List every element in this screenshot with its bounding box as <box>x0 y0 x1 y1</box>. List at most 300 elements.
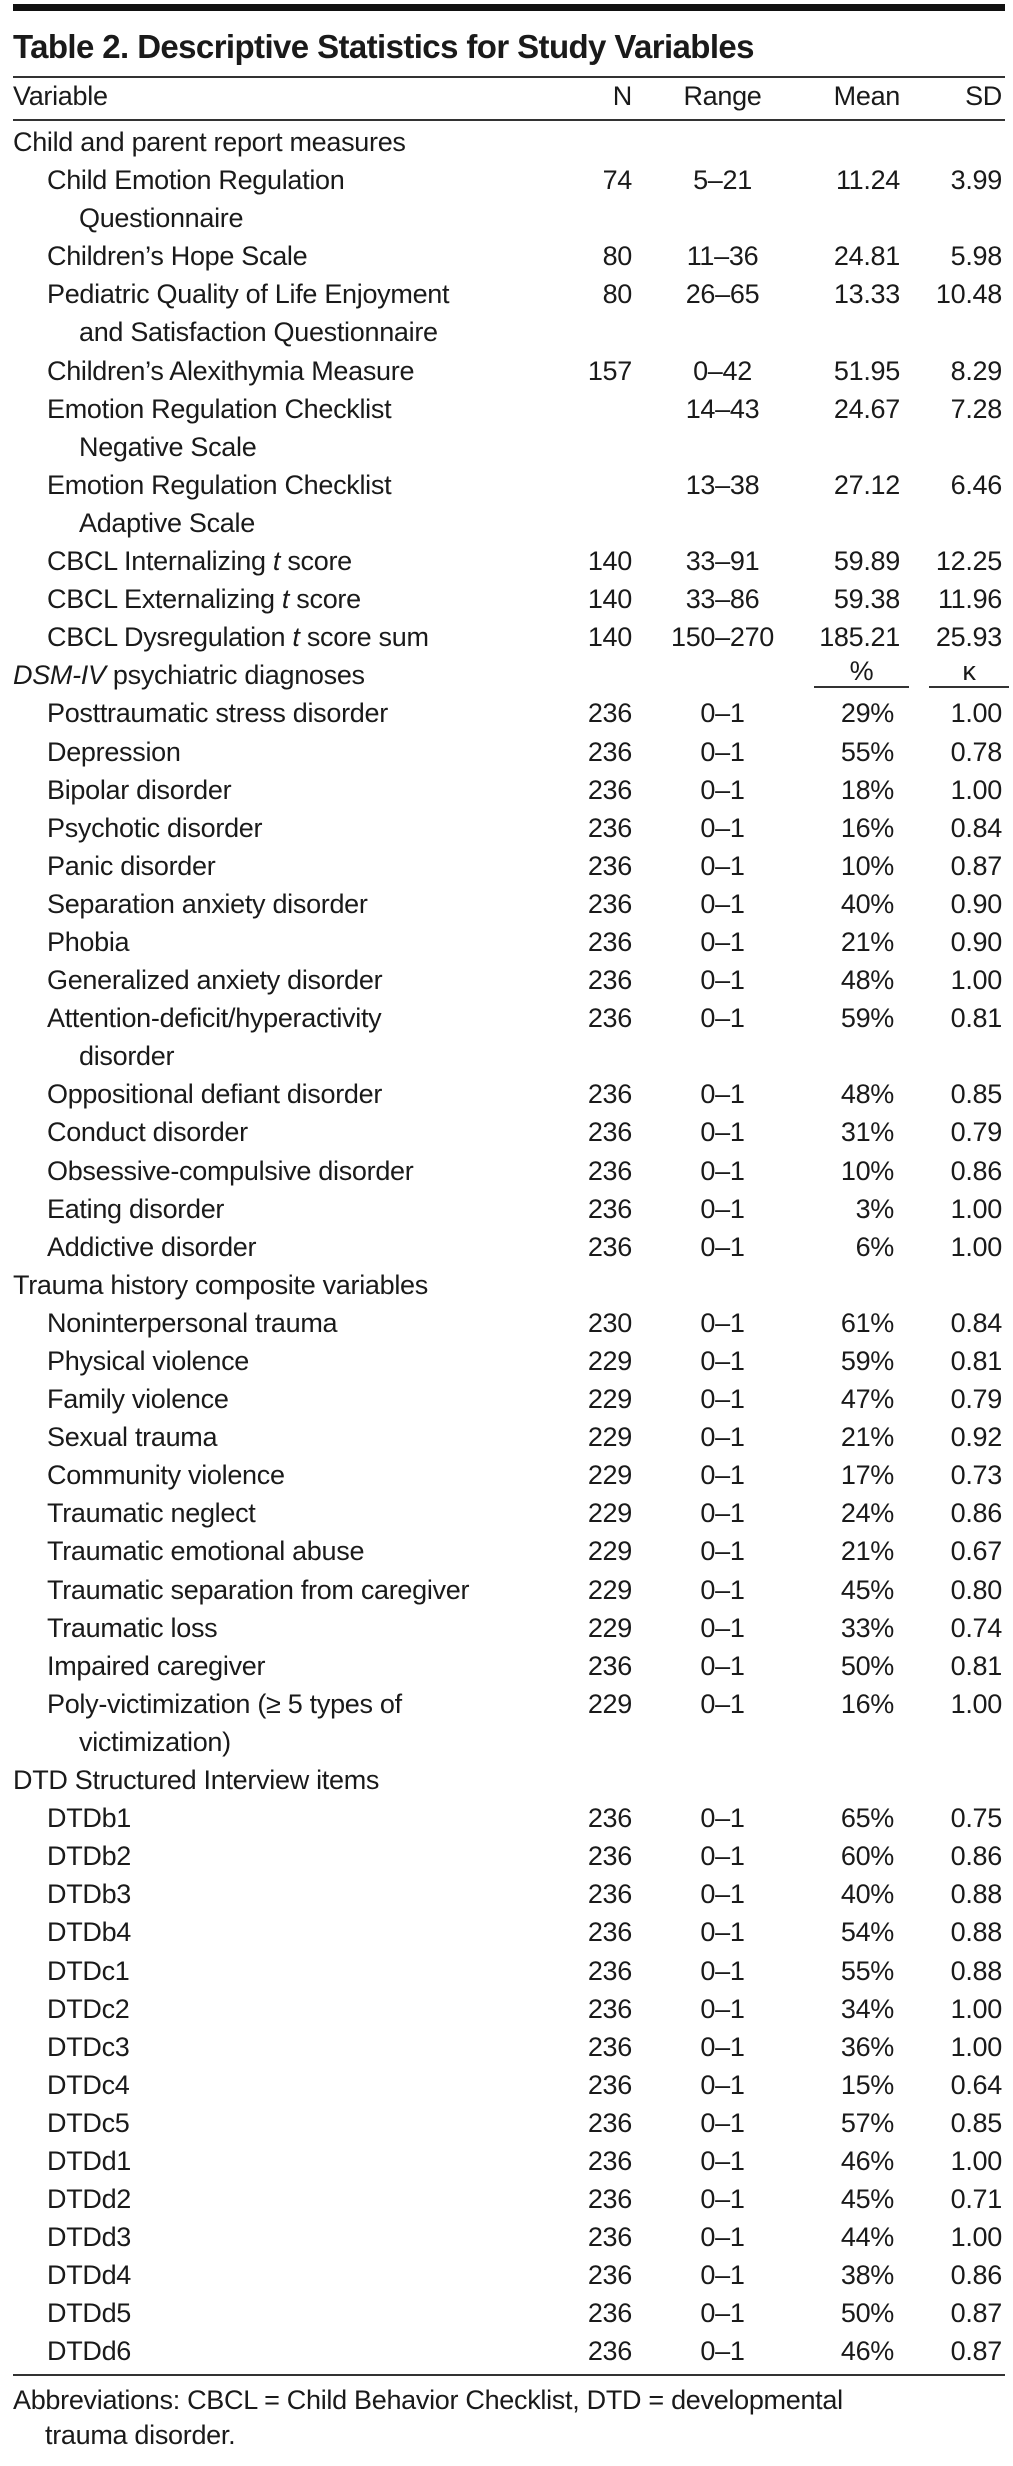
variable-label: Phobia <box>47 926 130 957</box>
n-cell: 140 <box>587 546 632 577</box>
sd-cell: 6.46 <box>950 469 1002 500</box>
variable-label: Attention-deficit/hyperactivity <box>47 1003 382 1034</box>
table-row <box>0 1609 1013 1647</box>
header-range: Range <box>683 81 762 111</box>
range-cell: 0–42 <box>693 355 752 386</box>
mean-cell: 55% <box>840 736 894 767</box>
mean-cell: 34% <box>840 1993 894 2024</box>
n-cell: 236 <box>587 1879 632 1910</box>
table-row <box>0 352 1013 390</box>
range-cell: 0–1 <box>700 1422 745 1453</box>
table-row <box>0 1685 1013 1761</box>
table-row <box>0 2104 1013 2142</box>
range-cell: 0–1 <box>700 1993 745 2024</box>
variable-label: Community violence <box>47 1460 285 1491</box>
range-cell: 0–1 <box>700 1079 745 1110</box>
table-row <box>0 1456 1013 1494</box>
variable-text: psychiatric diagnoses <box>105 660 365 691</box>
table-row <box>0 1494 1013 1532</box>
sd-cell: 1.00 <box>950 965 1002 996</box>
variable-label: Pediatric Quality of Life Enjoyment <box>47 279 450 310</box>
table-row <box>0 275 1013 351</box>
sd-cell: 0.84 <box>950 812 1002 843</box>
mean-cell: 24.67 <box>833 393 900 424</box>
mean-cell: 10% <box>840 1155 894 1186</box>
n-cell: 229 <box>587 1346 632 1376</box>
sd-cell: 0.64 <box>950 2069 1002 2100</box>
n-cell: 140 <box>587 584 632 615</box>
n-cell: 236 <box>587 1155 632 1186</box>
n-cell: 140 <box>587 622 632 653</box>
mean-cell: 48% <box>840 965 894 996</box>
mean-cell: 18% <box>840 774 894 805</box>
variable-label: Addictive disorder <box>47 1231 257 1262</box>
n-cell: 236 <box>587 1841 632 1872</box>
table-row <box>0 1952 1013 1990</box>
variable-label: DTDd4 <box>47 2260 132 2291</box>
mean-cell: 40% <box>840 1879 894 1910</box>
variable-continuation: Negative Scale <box>79 431 257 462</box>
n-cell: 236 <box>587 2069 632 2100</box>
variable-label: DTDb4 <box>47 1917 132 1948</box>
sd-cell: 0.86 <box>950 1155 1002 1186</box>
variable-text: CBCL Internalizing <box>47 546 273 577</box>
mean-cell: 13.33 <box>833 279 900 310</box>
sd-cell: 0.87 <box>950 850 1002 881</box>
n-cell: 236 <box>587 1955 632 1986</box>
mean-cell: 31% <box>840 1117 894 1148</box>
variable-label: DTDd1 <box>47 2145 132 2176</box>
table-row <box>0 2256 1013 2294</box>
variable-label: Panic disorder <box>47 850 216 881</box>
sd-cell: 0.81 <box>950 1650 1002 1681</box>
sd-cell: 1.00 <box>950 1993 1002 2024</box>
variable-text: score sum <box>299 622 429 653</box>
sd-cell: 0.80 <box>950 1574 1002 1605</box>
variable-label: DTDd2 <box>47 2184 132 2215</box>
range-cell: 33–86 <box>685 584 760 615</box>
variable-label: Child and parent report measures <box>13 127 406 157</box>
sd-cell: 8.29 <box>950 355 1002 386</box>
variable-label: DTDd6 <box>47 2336 132 2367</box>
n-cell: 74 <box>602 165 632 196</box>
n-cell: 236 <box>587 774 632 805</box>
sd-cell: 11.96 <box>937 584 1002 615</box>
range-cell: 0–1 <box>700 2107 745 2138</box>
sd-cell: 5.98 <box>950 241 1002 272</box>
variable-label: Separation anxiety disorder <box>47 888 368 919</box>
variable-continuation: and Satisfaction Questionnaire <box>79 317 438 348</box>
table-row <box>0 885 1013 923</box>
range-cell: 0–1 <box>700 850 745 881</box>
sd-cell: 0.87 <box>950 2336 1002 2367</box>
sd-cell: 0.71 <box>950 2184 1002 2215</box>
range-cell: 0–1 <box>700 1003 745 1034</box>
sd-cell: 0.74 <box>950 1612 1002 1643</box>
sd-cell: 0.90 <box>950 926 1002 957</box>
variable-label: Children’s Hope Scale <box>47 241 308 272</box>
mean-cell: 16% <box>840 812 894 843</box>
variable-label: Posttraumatic stress disorder <box>47 698 388 729</box>
sd-cell: 0.75 <box>950 1803 1002 1834</box>
mean-cell: 61% <box>840 1307 894 1338</box>
table-row <box>0 618 1013 656</box>
range-cell: 0–1 <box>700 926 745 957</box>
mean-cell: 21% <box>840 1536 894 1567</box>
variable-label: Children’s Alexithymia Measure <box>47 355 415 386</box>
variable-cell <box>0 1266 1013 1304</box>
sd-cell: 1.00 <box>950 2222 1002 2253</box>
range-cell: 0–1 <box>700 1384 745 1415</box>
variable-text: CBCL Externalizing <box>47 584 282 615</box>
variable-continuation: Questionnaire <box>79 203 244 234</box>
table-row <box>0 542 1013 580</box>
sd-cell: 0.88 <box>950 1917 1002 1948</box>
sd-cell: 0.73 <box>950 1460 1002 1491</box>
table-row <box>0 1152 1013 1190</box>
table-row <box>0 466 1013 542</box>
variable-continuation: victimization) <box>79 1726 231 1757</box>
variable-label: Traumatic neglect <box>47 1498 256 1529</box>
sd-cell: 0.81 <box>950 1346 1002 1376</box>
range-cell: 14–43 <box>685 393 760 424</box>
table-row <box>0 1075 1013 1113</box>
n-cell: 236 <box>587 1993 632 2024</box>
range-cell: 33–91 <box>685 546 760 577</box>
n-cell: 229 <box>587 1574 632 1605</box>
variable-label: DTDb1 <box>47 1803 132 1834</box>
section-row <box>0 1266 1013 1304</box>
sd-cell: 0.78 <box>950 736 1002 767</box>
range-cell: 0–1 <box>700 1155 745 1186</box>
table-row <box>0 771 1013 809</box>
n-cell: 229 <box>587 1384 632 1415</box>
variable-label: Oppositional defiant disorder <box>47 1079 383 1110</box>
table-row <box>0 1190 1013 1228</box>
header-kappa: κ <box>929 656 1009 688</box>
range-cell: 0–1 <box>700 1193 745 1224</box>
range-cell: 0–1 <box>700 812 745 843</box>
mean-cell: 50% <box>840 1650 894 1681</box>
mean-cell: 10% <box>840 850 894 881</box>
n-cell: 80 <box>602 241 632 272</box>
range-cell: 5–21 <box>693 165 752 196</box>
mean-cell: 29% <box>840 698 894 729</box>
n-cell: 80 <box>602 279 632 310</box>
sd-cell: 1.00 <box>950 2145 1002 2176</box>
n-cell: 229 <box>587 1460 632 1491</box>
mean-cell: 6% <box>855 1231 894 1262</box>
range-cell: 0–1 <box>700 2298 745 2329</box>
table-row <box>0 237 1013 275</box>
range-cell: 0–1 <box>700 2184 745 2215</box>
range-cell: 0–1 <box>700 2145 745 2176</box>
range-cell: 0–1 <box>700 1879 745 1910</box>
mean-cell: 40% <box>840 888 894 919</box>
variable-label: Impaired caregiver <box>47 1650 266 1681</box>
table-row <box>0 1113 1013 1151</box>
mean-cell: 27.12 <box>833 469 900 500</box>
footnote-line-2: trauma disorder. <box>45 2420 236 2450</box>
section-row <box>0 656 1013 694</box>
mean-cell: 60% <box>840 1841 894 1872</box>
range-cell: 0–1 <box>700 1917 745 1948</box>
n-cell: 236 <box>587 1917 632 1948</box>
variable-label: DTDb2 <box>47 1841 132 1872</box>
table-row <box>0 923 1013 961</box>
n-cell: 157 <box>587 355 632 386</box>
table-row <box>0 161 1013 237</box>
mean-cell: 44% <box>840 2222 894 2253</box>
range-cell: 0–1 <box>700 2069 745 2100</box>
mean-cell: 48% <box>840 1079 894 1110</box>
top-rule <box>13 4 1005 11</box>
mean-cell: 50% <box>840 2298 894 2329</box>
range-cell: 0–1 <box>700 1574 745 1605</box>
n-cell: 229 <box>587 1612 632 1643</box>
range-cell: 0–1 <box>700 2336 745 2367</box>
mean-cell: 45% <box>840 2184 894 2215</box>
n-cell: 229 <box>587 1498 632 1529</box>
variable-text: score <box>289 584 361 615</box>
variable-label: Emotion Regulation Checklist <box>47 469 392 500</box>
mean-cell: 51.95 <box>833 355 900 386</box>
header-sd: SD <box>965 81 1002 111</box>
n-cell: 236 <box>587 736 632 767</box>
sd-cell: 1.00 <box>950 1231 1002 1262</box>
variable-text: score <box>280 546 352 577</box>
variable-label: Emotion Regulation Checklist <box>47 393 392 424</box>
n-cell: 236 <box>587 2184 632 2215</box>
sd-cell: 1.00 <box>950 698 1002 729</box>
n-cell: 230 <box>587 1307 632 1338</box>
n-cell: 236 <box>587 1231 632 1262</box>
mean-cell: 33% <box>840 1612 894 1643</box>
mean-cell: 38% <box>840 2260 894 2291</box>
n-cell: 236 <box>587 926 632 957</box>
sd-cell: 1.00 <box>950 774 1002 805</box>
table-row <box>0 1990 1013 2028</box>
range-cell: 0–1 <box>700 2031 745 2062</box>
sd-cell: 0.86 <box>950 2260 1002 2291</box>
table-row <box>0 1532 1013 1570</box>
range-cell: 0–1 <box>700 1346 745 1376</box>
range-cell: 0–1 <box>700 888 745 919</box>
n-cell: 236 <box>587 2031 632 2062</box>
variable-label: Bipolar disorder <box>47 774 232 805</box>
variable-cell <box>0 1761 1013 1799</box>
mean-cell: 3% <box>855 1193 894 1224</box>
sd-cell: 0.90 <box>950 888 1002 919</box>
mean-cell: 24.81 <box>833 241 900 272</box>
range-cell: 0–1 <box>700 1307 745 1338</box>
variable-label: Physical violence <box>47 1346 250 1376</box>
n-cell: 236 <box>587 965 632 996</box>
table-row <box>0 1799 1013 1837</box>
mean-cell: 11.24 <box>835 165 900 196</box>
n-cell: 236 <box>587 2336 632 2367</box>
table-row <box>0 1571 1013 1609</box>
mean-cell: 46% <box>840 2336 894 2367</box>
range-cell: 26–65 <box>685 279 760 310</box>
n-cell: 229 <box>587 1422 632 1453</box>
mean-cell: 47% <box>840 1384 894 1415</box>
n-cell: 236 <box>587 1079 632 1110</box>
title-rule <box>13 76 1005 78</box>
variable-label: Sexual trauma <box>47 1422 218 1453</box>
table-row <box>0 2294 1013 2332</box>
range-cell: 0–1 <box>700 1688 745 1719</box>
range-cell: 0–1 <box>700 698 745 729</box>
table-row <box>0 1647 1013 1685</box>
mean-cell: 21% <box>840 1422 894 1453</box>
table-header-row <box>0 81 1013 119</box>
n-cell: 236 <box>587 2260 632 2291</box>
mean-cell: 55% <box>840 1955 894 1986</box>
sd-cell: 0.85 <box>950 1079 1002 1110</box>
header-mean: Mean <box>833 81 900 111</box>
sd-cell: 12.25 <box>935 546 1002 577</box>
n-cell: 236 <box>587 1117 632 1148</box>
table-row <box>0 390 1013 466</box>
sd-cell: 0.79 <box>950 1384 1002 1415</box>
table-row <box>0 2218 1013 2256</box>
sd-cell: 7.28 <box>950 393 1002 424</box>
sd-cell: 1.00 <box>950 2031 1002 2062</box>
range-cell: 0–1 <box>700 774 745 805</box>
table-title: Table 2. Descriptive Statistics for Study Variables <box>13 28 754 65</box>
variable-label: Traumatic loss <box>47 1612 218 1643</box>
n-cell: 236 <box>587 2222 632 2253</box>
mean-cell: 46% <box>840 2145 894 2176</box>
table-row <box>0 1380 1013 1418</box>
mean-cell: 65% <box>840 1803 894 1834</box>
table-row <box>0 1342 1013 1380</box>
table-row <box>0 961 1013 999</box>
table-row <box>0 733 1013 771</box>
sd-cell: 0.88 <box>950 1879 1002 1910</box>
table-row <box>0 999 1013 1075</box>
table-row <box>0 1875 1013 1913</box>
mean-cell: 59% <box>840 1346 894 1376</box>
table-row <box>0 2332 1013 2370</box>
table-row <box>0 2028 1013 2066</box>
n-cell: 236 <box>587 850 632 881</box>
variable-label: DTDc1 <box>47 1955 130 1986</box>
sd-cell: 0.85 <box>950 2107 1002 2138</box>
n-cell: 236 <box>587 888 632 919</box>
footnote-line-1: Abbreviations: CBCL = Child Behavior Checklist, DTD = developmental <box>13 2385 843 2415</box>
mean-cell: 16% <box>840 1688 894 1719</box>
header-rule <box>13 119 1005 121</box>
range-cell: 150–270 <box>670 622 774 653</box>
variable-label: DTDd3 <box>47 2222 132 2253</box>
header-n: N <box>612 81 632 111</box>
sd-cell: 0.84 <box>950 1307 1002 1338</box>
sd-cell: 0.79 <box>950 1117 1002 1148</box>
footnote <box>13 2383 993 2453</box>
n-cell: 236 <box>587 2107 632 2138</box>
range-cell: 0–1 <box>700 1498 745 1529</box>
n-cell: 236 <box>587 2298 632 2329</box>
table-row <box>0 580 1013 618</box>
header-percent: % <box>814 656 909 688</box>
sd-cell: 10.48 <box>935 279 1002 310</box>
table-row <box>0 2142 1013 2180</box>
n-cell: 229 <box>587 1688 632 1719</box>
italic-text: DSM-IV <box>13 660 106 691</box>
variable-label: Poly-victimization (≥ 5 types of <box>47 1688 402 1719</box>
table-row <box>0 2180 1013 2218</box>
mean-cell: 24% <box>840 1498 894 1529</box>
variable-continuation: Adaptive Scale <box>79 507 255 538</box>
range-cell: 0–1 <box>700 1803 745 1834</box>
variable-label: Family violence <box>47 1384 229 1415</box>
variable-label: Conduct disorder <box>47 1117 248 1148</box>
table-row <box>0 2066 1013 2104</box>
variable-label: Noninterpersonal trauma <box>47 1307 338 1338</box>
sd-cell: 0.86 <box>950 1498 1002 1529</box>
variable-label: DTDc4 <box>47 2069 130 2100</box>
variable-continuation: disorder <box>79 1041 175 1072</box>
mean-cell: 54% <box>840 1917 894 1948</box>
variable-label: DTD Structured Interview items <box>13 1765 380 1796</box>
range-cell: 0–1 <box>700 965 745 996</box>
table-row <box>0 847 1013 885</box>
variable-label: Generalized anxiety disorder <box>47 965 383 996</box>
sd-cell: 25.93 <box>935 622 1002 653</box>
variable-label: Obsessive-compulsive disorder <box>47 1155 414 1186</box>
variable-label: DTDb3 <box>47 1879 132 1910</box>
header-variable: Variable <box>13 81 108 111</box>
section-row <box>0 1761 1013 1799</box>
table-row <box>0 1418 1013 1456</box>
range-cell: 0–1 <box>700 1460 745 1491</box>
n-cell: 236 <box>587 1803 632 1834</box>
variable-label: Traumatic separation from caregiver <box>47 1574 470 1605</box>
n-cell: 236 <box>587 1193 632 1224</box>
range-cell: 0–1 <box>700 736 745 767</box>
table-row <box>0 694 1013 732</box>
sd-cell: 0.87 <box>950 2298 1002 2329</box>
variable-label: Eating disorder <box>47 1193 225 1224</box>
mean-cell: 59% <box>840 1003 894 1034</box>
table-row <box>0 1304 1013 1342</box>
variable-label: Depression <box>47 736 181 767</box>
variable-cell <box>0 123 1013 161</box>
sd-cell: 0.92 <box>950 1422 1002 1453</box>
n-cell: 236 <box>587 1650 632 1681</box>
variable-label: Traumatic emotional abuse <box>47 1536 365 1567</box>
mean-cell: 45% <box>840 1574 894 1605</box>
italic-text: t <box>272 546 281 577</box>
italic-text: t <box>292 622 300 653</box>
variable-label: DTDc2 <box>47 1993 130 2024</box>
sd-cell: 0.88 <box>950 1955 1002 1986</box>
variable-label: DTDc3 <box>47 2031 130 2062</box>
n-cell: 229 <box>587 1536 632 1567</box>
variable-label: Trauma history composite variables <box>13 1269 428 1300</box>
n-cell: 236 <box>587 698 632 729</box>
sd-cell: 0.81 <box>950 1003 1002 1034</box>
range-cell: 13–38 <box>685 469 760 500</box>
variable-label: DTDd5 <box>47 2298 132 2329</box>
range-cell: 0–1 <box>700 1612 745 1643</box>
table-row <box>0 1228 1013 1266</box>
section-row <box>0 123 1013 161</box>
n-cell: 236 <box>587 1003 632 1034</box>
range-cell: 0–1 <box>700 1117 745 1148</box>
